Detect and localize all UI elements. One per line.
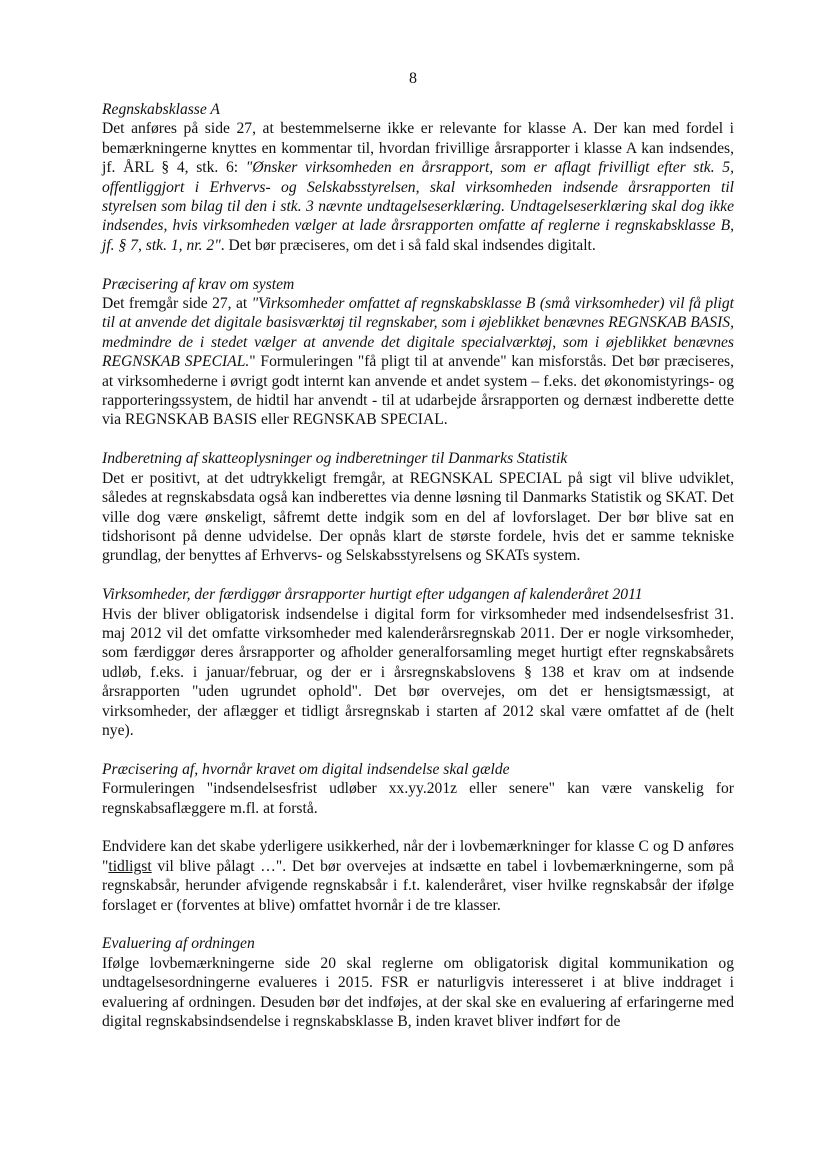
section-heading: Evaluering af ordningen — [102, 935, 255, 953]
section-paragraph: Hvis der bliver obligatorisk indsendelse i digital form for virksomheder med indsendelsesfrist 31. maj 2012 vil det omfatte virksomheder med kalenderårsregnskab 2011. Der er nogle virksomheder, som færdiggør deres årsrapporter og afholder generalforsamling meget hurtigt efter regnskabsårets udløb, f.eks. i januar/februar, og der er i årsregnskabslovens § 138 et krav om at indsende årsrapporten "uden ugrundet ophold". Det bør overvejes, om det er hensigtsmæssigt, at virksomheder, der aflægger et tidligt årsregnskab i starten af 2012 skal være omfattet af de (helt nye). — [102, 605, 734, 739]
section-virksomheder-2011 — [102, 585, 734, 740]
section-paragraph: Endvidere kan det skabe yderligere usikkerhed, når der i lovbemærkninger for klasse C og D anføres "tidligst vil blive pålagt …". Det bør overvejes at indsætte en tabel i lovbemærkningerne, som på regnskabsår, herunder afvigende regnskabsår i f.t. kalenderåret, viser hvilke regnskabsår der ifølge forslaget er (forventes at blive) omfattet hvornår i de tre klasser. — [102, 838, 734, 914]
section-heading: Indberetning af skatteoplysninger og indberetninger til Danmarks Statistik — [102, 450, 568, 468]
section-regnskabsklasse-a — [102, 100, 734, 255]
section-heading: Præcisering af krav om system — [102, 275, 295, 293]
section-paragraph: Det anføres på side 27, at bestemmelserne ikke er relevante for klasse A. Der kan med fordel i bemærkningerne knyttes en kommentar til, hvordan frivillige årsrapporter i klasse A kan indsendes, jf. ÅRL § 4, stk. 6: "Ønsker virksomheden en årsrapport, som er aflagt frivilligt efter stk. 5, offentliggjort i Erhvervs- og Selskabsstyrelsen, skal virksomheden indsende årsrapporten til styrelsen som bilag til den i stk. 3 nævnte undtagelseserklæring. Undtagelseserklæring skal dog ikke indsendes, hvis virksomheden vælger at lade årsrapporten omfatte af reglerne i regnskabsklasse B, jf. § 7, stk. 1, nr. 2". Det bør præciseres, om det i så fald skal indsendes digitalt. — [102, 120, 734, 254]
section-evaluering — [102, 934, 734, 1031]
section-praecisering-system — [102, 275, 734, 430]
document-body — [102, 100, 734, 1051]
section-skatteoplysninger — [102, 449, 734, 565]
section-paragraph: Ifølge lovbemærkningerne side 20 skal reglerne om obligatorisk digital kommunikation og undtagelsesordningerne evalueres i 2015. FSR er naturligvis interesseret i at blive inddraget i evaluering af ordningen. Desuden bør det indføjes, at der skal ske en evaluering af erfaringerne med digital regnskabsindsendelse i regnskabsklasse B, inden kravet bliver indført for de — [102, 954, 734, 1030]
section-heading: Virksomheder, der færdiggør årsrapporter hurtigt efter udgangen af kalenderåret 2011 — [102, 586, 643, 604]
section-heading: Regnskabsklasse A — [102, 101, 220, 118]
section-paragraph: Formuleringen "indsendelsesfrist udløber xx.yy.201z eller senere" kan være vanskelig for regnskabsaflæggere m.fl. at forstå. — [102, 780, 734, 817]
section-paragraph: Det er positivt, at det udtrykkeligt fremgår, at REGNSKAL SPECIAL på sigt vil blive udviklet, således at regnskabsdata også kan indberettes via denne løsning til Danmarks Statistik og SKAT. Det ville dog være ønskeligt, såfremt dette indgik som en del af lovforslaget. Der bør blive sat en tidshorisont på denne udvidelse. Der opnås klart de største fordele, hvis det er samme tekniske grundlag, der benyttes af Erhvervs- og Selskabsstyrelsens og SKATs system. — [102, 469, 734, 565]
section-heading: Præcisering af, hvornår kravet om digital indsendelse skal gælde — [102, 760, 510, 778]
section-paragraph: Det fremgår side 27, at "Virksomheder omfattet af regnskabsklasse B (små virksomheder) vil få pligt til at anvende det digitale basisværktøj til regnskaber, som i øjeblikket benævnes REGNSKAB BASIS, medmindre de i stedet vælger at anvende det digitale specialværktøj, som i øjeblikket benævnes REGNSKAB SPECIAL." Formuleringen "få pligt til at anvende" kan misforstås. Det bør præciseres, at virksomhederne i øvrigt godt internt kan anvende et andet system – f.eks. det økonomistyrings- og rapporteringssystem, de hidtil har anvendt - til at udarbejde årsrapporten og dernæst indberette dette via REGNSKAB BASIS eller REGNSKAB SPECIAL. — [102, 295, 734, 429]
page-number: 8 — [409, 70, 417, 87]
section-praecisering-krav — [102, 760, 734, 915]
